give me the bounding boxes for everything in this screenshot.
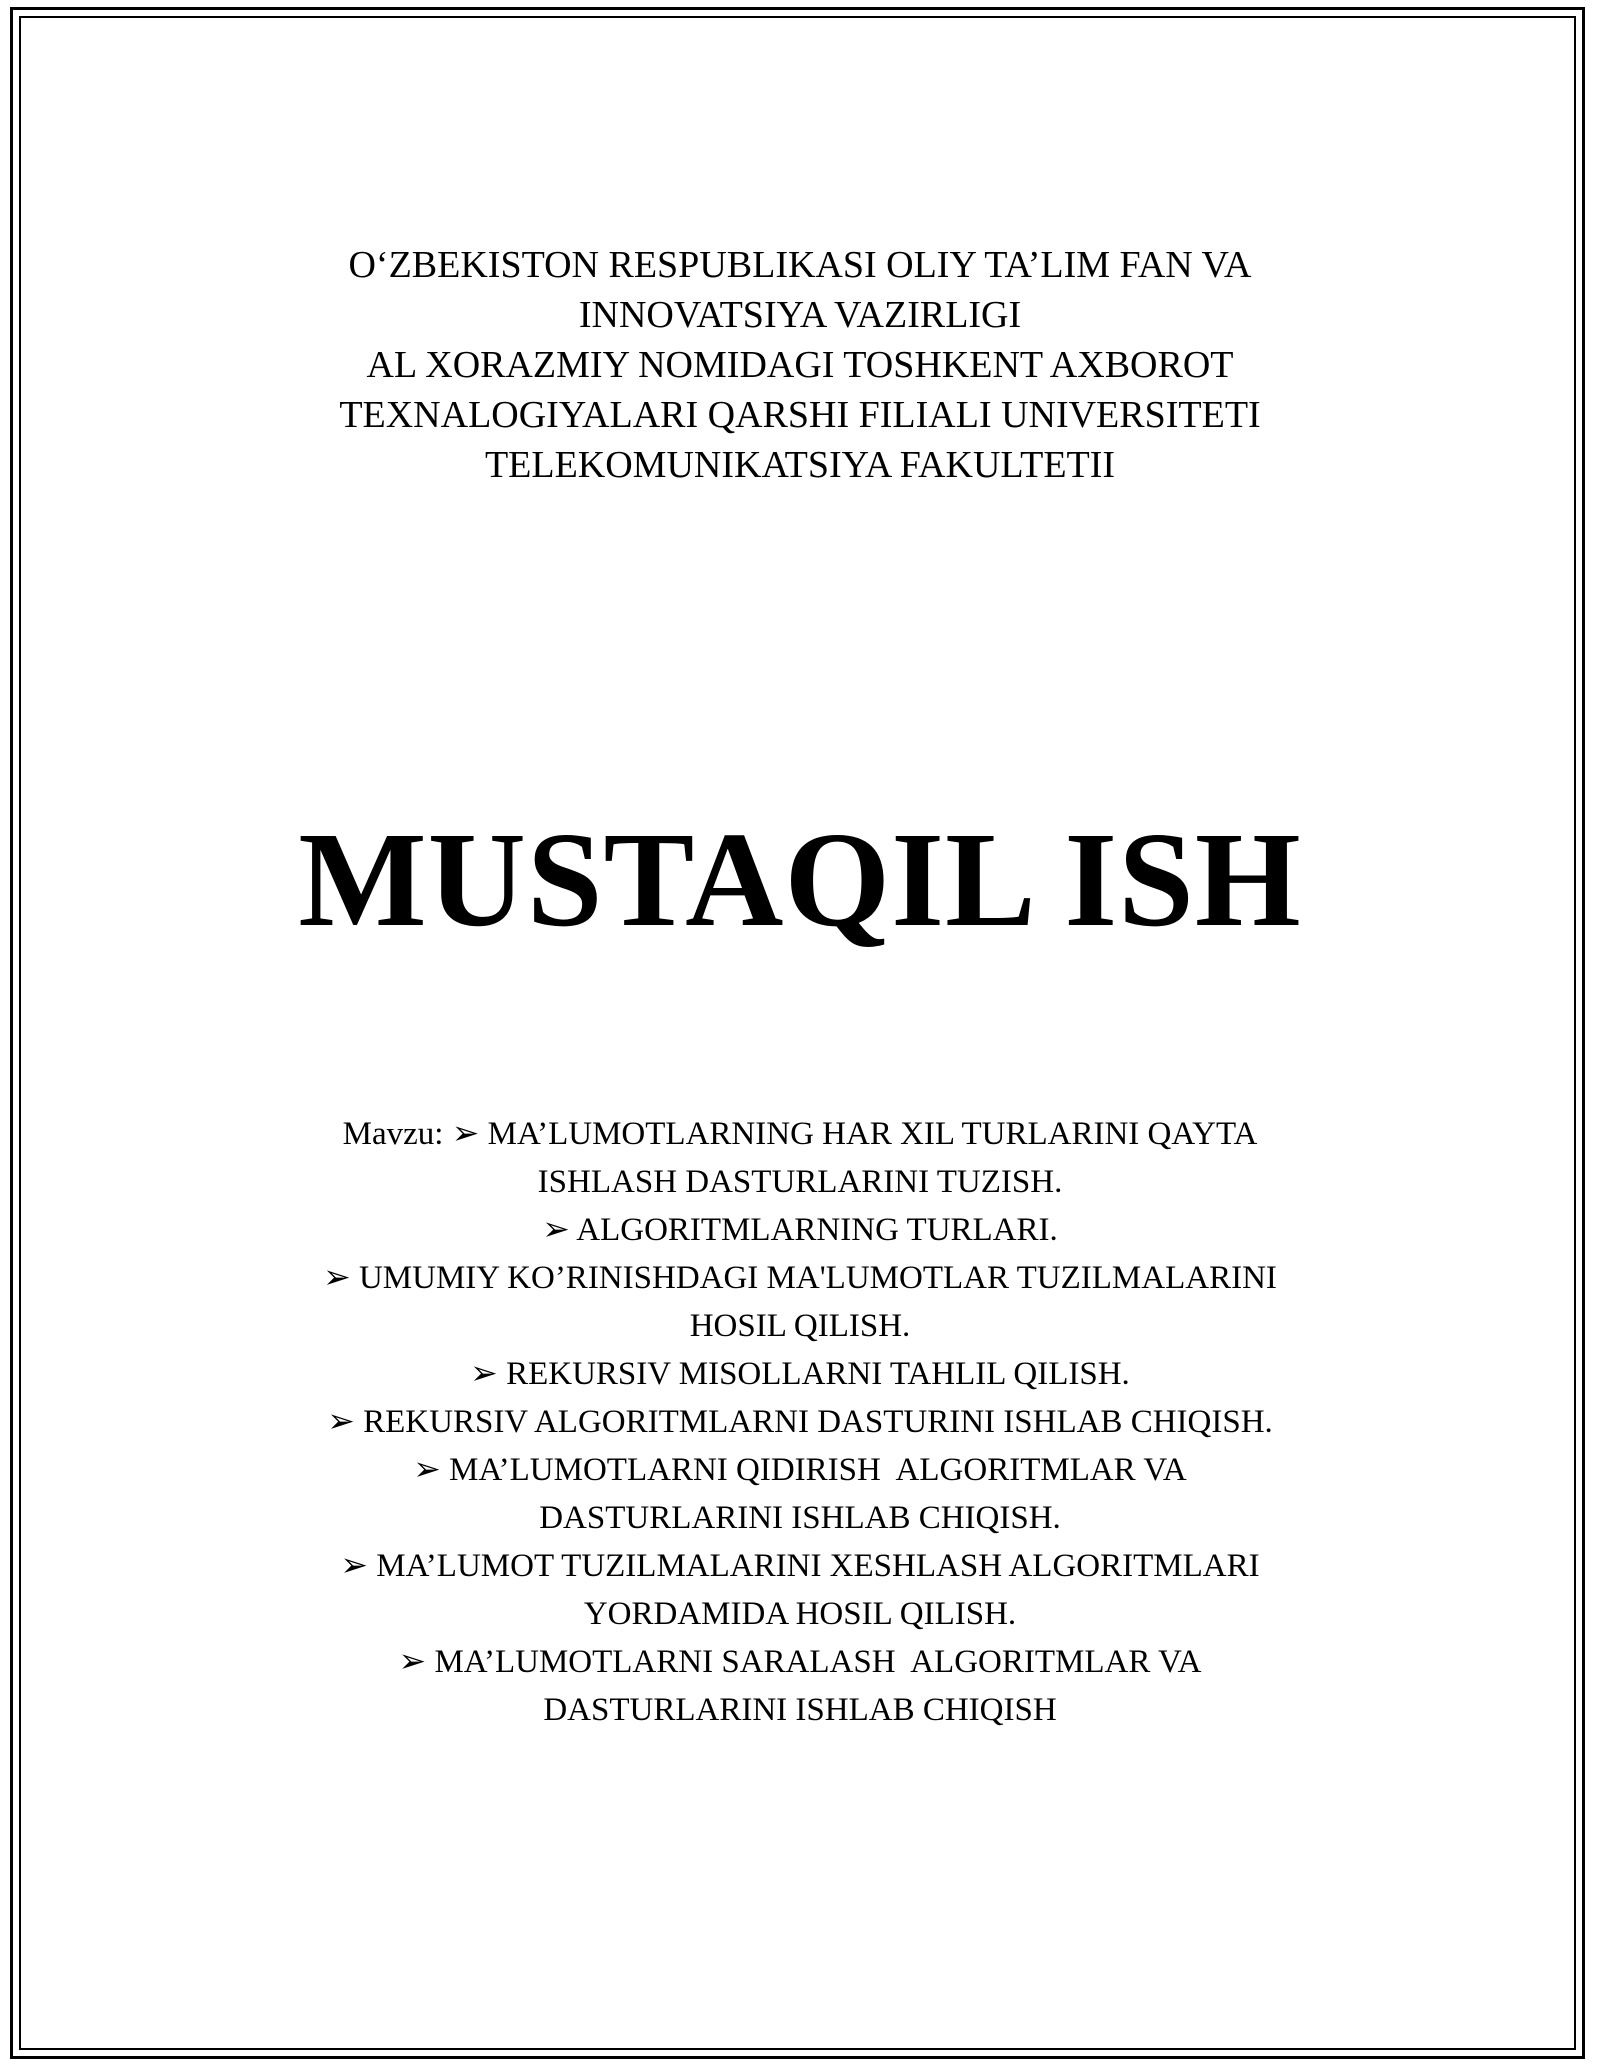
topic-line: YORDAMIDA HOSIL QILISH. <box>583 1596 1017 1632</box>
topic-line: ➢ ALGORITMLARNING TURLARI. <box>542 1212 1058 1248</box>
header-line: TEXNALOGIYALARI QARSHI FILIALI UNIVERSITETI <box>339 394 1261 436</box>
topic-line: DASTURLARINI ISHLAB CHIQISH. <box>539 1500 1061 1536</box>
header-line: TELEKOMUNIKATSIYA FAKULTETII <box>484 444 1116 486</box>
topic-line: ➢ MA’LUMOT TUZILMALARINI XESHLASH ALGORITMLARI <box>340 1548 1260 1584</box>
header-line: AL XORAZMIY NOMIDAGI TOSHKENT AXBOROT <box>366 344 1234 386</box>
topic-line: HOSIL QILISH. <box>689 1308 911 1344</box>
topic-line: ➢ MA’LUMOTLARNI QIDIRISH ALGORITMLAR VA <box>413 1452 1187 1488</box>
topic-line: ISHLASH DASTURLARINI TUZISH. <box>537 1164 1063 1200</box>
institution-header <box>0 240 1600 490</box>
topic-line: DASTURLARINI ISHLAB CHIQISH <box>543 1692 1057 1728</box>
topic-section <box>0 1110 1600 1734</box>
topic-line: ➢ MA’LUMOTLARNI SARALASH ALGORITMLAR VA <box>398 1644 1202 1680</box>
topic-line: Mavzu: ➢ MA’LUMOTLARNING HAR XIL TURLARINI QAYTA <box>342 1116 1258 1152</box>
topic-line: ➢ REKURSIV MISOLLARNI TAHLIL QILISH. <box>470 1356 1130 1392</box>
header-line: O‘ZBEKISTON RESPUBLIKASI OLIY TA’LIM FAN VA <box>348 244 1252 286</box>
header-line: INNOVATSIYA VAZIRLIGI <box>578 294 1022 336</box>
topic-line: ➢ REKURSIV ALGORITMLARNI DASTURINI ISHLAB CHIQISH. <box>327 1404 1273 1440</box>
topic-line: ➢ UMUMIY KO’RINISHDAGI MA'LUMOTLAR TUZILMALARINI <box>323 1260 1277 1296</box>
document-title: MUSTAQIL ISH <box>298 805 1302 955</box>
